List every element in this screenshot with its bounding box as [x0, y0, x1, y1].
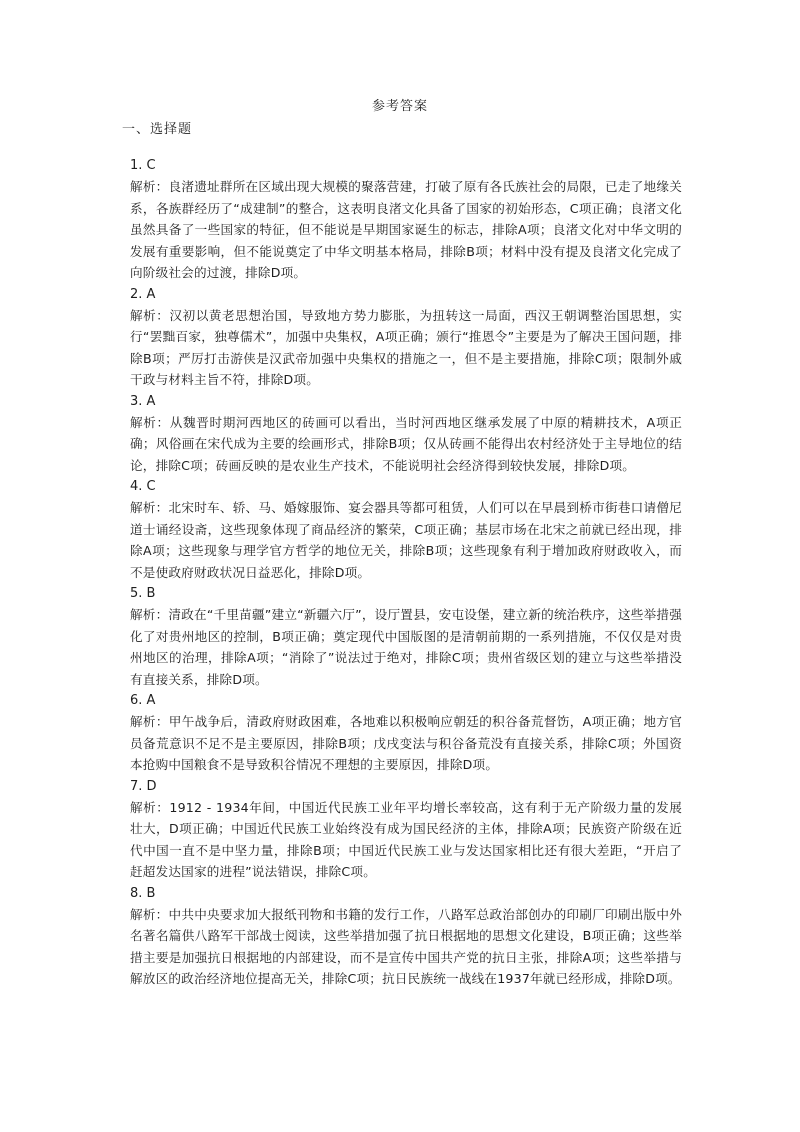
- answer-item-7: [130, 776, 682, 883]
- page-title: 参考答案: [371, 99, 428, 114]
- answer-item-4: [130, 476, 682, 583]
- answer-item-3: [130, 391, 682, 477]
- answer-explanation: 解析：从魏晋时期河西地区的砖画可以看出，当时河西地区继承发展了中原的精耕技术，A项正确；风俗画在宋代成为主要的绘画形式，排除B项；仅从砖画不能得出农村经济处于主导地位的结论，排除C项；砖画反映的是农业生产技术，不能说明社会经济得到较快发展，排除D项。: [130, 414, 682, 473]
- answer-number: 2. A: [130, 286, 156, 302]
- answer-explanation: 解析：清政在“千里苗疆”建立“新疆六厅”，设厅置县，安屯设堡，建立新的统治秩序，这些举措强化了对贵州地区的控制，B项正确；奠定现代中国版图的是清朝前期的一系列措施，不仅仅是对贵州地区的治理，排除A项；“消除了”说法过于绝对，排除C项；贵州省级区划的建立与这些举措没有直接关系，排除D项。: [130, 607, 682, 687]
- answer-item-6: [130, 690, 682, 776]
- answer-item-1: [130, 155, 682, 284]
- answer-number: 3. A: [130, 393, 156, 409]
- answer-explanation: 解析：1912 - 1934年间，中国近代民族工业年平均增长率较高，这有利于无产阶级力量的发展壮大，D项正确；中国近代民族工业始终没有成为国民经济的主体，排除A项；民族资产阶级在近代中国一直不是中坚力量，排除B项；中国近代民族工业与发达国家相比还有很大差距，“开启了赶超发达国家的进程”说法错误，排除C项。: [130, 799, 682, 879]
- answer-explanation: 解析：北宋时车、轿、马、婚嫁服饰、宴会器具等都可租赁，人们可以在早晨到桥市街巷口请僧尼道士诵经设斋，这些现象体现了商品经济的繁荣，C项正确；基层市场在北宋之前就已经出现，排除A项；这些现象与理学官方哲学的地位无关，排除B项；这些现象有利于增加政府财政收入，而不是使政府财政状况日益恶化，排除D项。: [130, 500, 682, 580]
- answer-explanation: 解析：汉初以黄老思想治国，导致地方势力膨胀，为扭转这一局面，西汉王朝调整治国思想，实行“罢黜百家，独尊儒术”，加强中央集权，A项正确；颁行“推恩令”主要是为了解决王国问题，排除B项；严厉打击游侠是汉武帝加强中央集权的措施之一，但不是主要措施，排除C项；限制外戚干政与材料主旨不符，排除D项。: [130, 307, 682, 387]
- answer-number: 1. C: [130, 158, 156, 173]
- answer-explanation: 解析：甲午战争后，清政府财政困难，各地难以积极响应朝廷的积谷备荒督饬，A项正确；地方官员备荒意识不足不是主要原因，排除B项；戊戌变法与积谷备荒没有直接关系，排除C项；外国资本抢购中国粮食不是导致积谷情况不理想的主要原因，排除D项。: [130, 714, 682, 772]
- answer-number: 8. B: [130, 885, 156, 901]
- answer-explanation: 解析：中共中央要求加大报纸刊物和书籍的发行工作，八路军总政治部创办的印刷厂印刷出版中外名著名篇供八路军干部战士阅读，这些举措加强了抗日根据地的思想文化建设，B项正确；这些举措主要是加强抗日根据地的内部建设，而不是宣传中国共产党的抗日主张，排除A项；这些举措与解放区的政治经济地位提高无关，排除C项；抗日民族统一战线在1937年就已经形成，排除D项。: [130, 906, 682, 986]
- answer-item-2: [130, 284, 682, 391]
- answer-number: 4. C: [130, 479, 156, 494]
- answer-explanation: 解析：良渚遗址群所在区域出现大规模的聚落营建，打破了原有各氏族社会的局限，已走了地缘关系，各族群经历了“成建制”的整合，这表明良渚文化具备了国家的初始形态，C项正确；良渚文化虽然具备了一些国家的特征，但不能说是早期国家诞生的标志，排除A项；良渚文化对中华文明的发展有重要影响，但不能说奠定了中华文明基本格局，排除B项；材料中没有提及良渚文化完成了向阶级社会的过渡，排除D项。: [130, 179, 682, 280]
- section-heading: 一、选择题: [122, 122, 193, 137]
- answer-list: [130, 155, 682, 990]
- answer-number: 7. D: [130, 778, 157, 794]
- answer-number: 5. B: [130, 586, 156, 601]
- answer-item-5: [130, 583, 682, 690]
- answer-item-8: [130, 883, 682, 990]
- answer-number: 6. A: [130, 693, 156, 708]
